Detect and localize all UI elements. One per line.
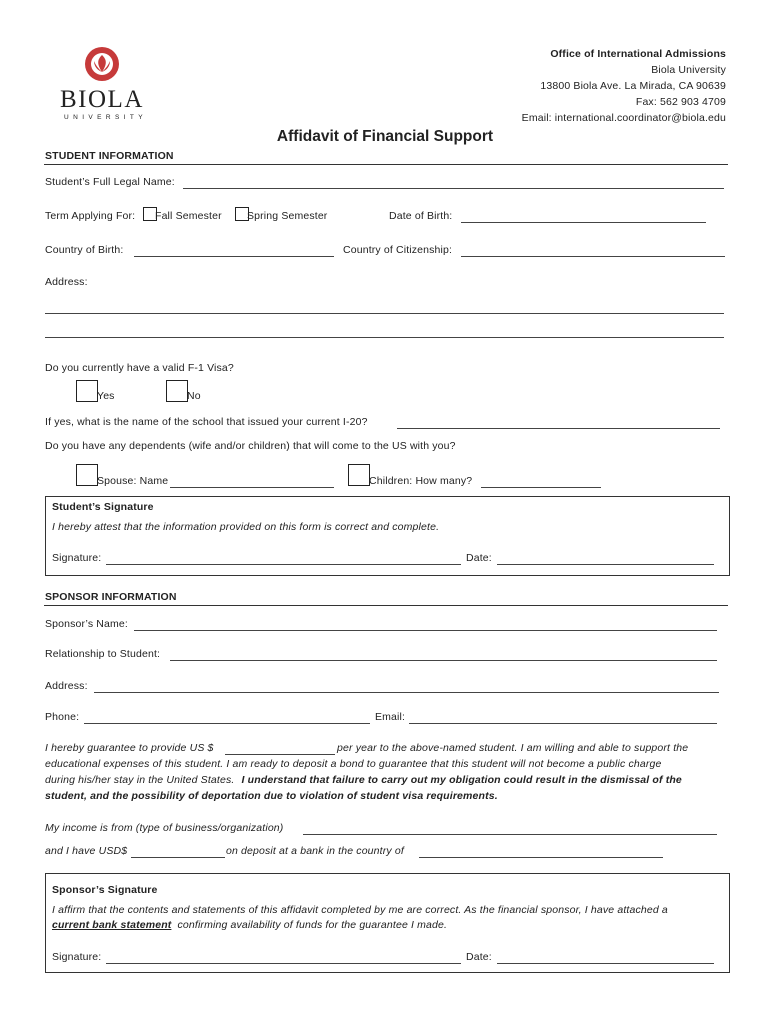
guarantee-line-3 xyxy=(45,774,682,786)
office-line-1: Biola University xyxy=(651,64,726,76)
sponsor-date-label: Date: xyxy=(466,951,492,963)
income-field[interactable] xyxy=(303,834,717,835)
email-label: Email: xyxy=(375,711,406,723)
student-signature-heading: Student’s Signature xyxy=(52,501,154,513)
biola-emblem-icon xyxy=(84,46,120,82)
guarantee-text-part2: per year to the above-named student. I am willing and able to support the xyxy=(337,742,689,754)
guarantee-warning-line-4: student, and the possibility of deportation due to violation of student visa requirements. xyxy=(45,790,498,802)
visa-yes-checkbox[interactable] xyxy=(76,380,98,402)
student-signature-label: Signature: xyxy=(52,552,102,564)
bank-statement-emphasis: current bank statement xyxy=(52,919,172,931)
fall-semester-label: Fall Semester xyxy=(155,210,222,222)
sponsor-section-heading: SPONSOR INFORMATION xyxy=(45,591,177,603)
sponsor-address-label: Address: xyxy=(45,680,88,692)
sponsor-affirm-line-2 xyxy=(52,919,447,931)
children-checkbox[interactable] xyxy=(348,464,370,486)
children-count-field[interactable] xyxy=(481,487,601,488)
country-citizenship-label: Country of Citizenship: xyxy=(343,244,453,256)
sponsor-affirm-line-2-rest: confirming availability of funds for the guarantee I made. xyxy=(177,919,448,931)
school-field[interactable] xyxy=(397,428,720,429)
student-section-rule xyxy=(44,164,728,165)
office-line-3: Fax: 562 903 4709 xyxy=(635,96,726,108)
visa-yes-label: Yes xyxy=(97,390,115,402)
deposit-text-part1: and I have USD$ xyxy=(45,845,128,857)
income-label: My income is from (type of business/organization) xyxy=(45,822,284,834)
guarantee-line-3-text: during his/her stay in the United States. xyxy=(45,774,235,786)
relationship-field[interactable] xyxy=(170,660,717,661)
visa-no-checkbox[interactable] xyxy=(166,380,188,402)
student-address-label: Address: xyxy=(45,276,88,288)
student-address-line-2[interactable] xyxy=(45,337,724,338)
student-address-line-1[interactable] xyxy=(45,313,724,314)
student-section-heading: STUDENT INFORMATION xyxy=(45,150,174,162)
country-birth-field[interactable] xyxy=(134,256,334,257)
sponsor-name-label: Sponsor’s Name: xyxy=(45,618,128,630)
student-full-name-field[interactable] xyxy=(183,188,724,189)
deposit-country-field[interactable] xyxy=(419,857,663,858)
office-line-2: 13800 Biola Ave. La Mirada, CA 90639 xyxy=(540,80,726,92)
dob-label: Date of Birth: xyxy=(389,210,453,222)
children-label: Children: How many? xyxy=(369,475,473,487)
logo-wordmark: BIOLA xyxy=(60,86,144,113)
sponsor-affirm-line-1: I affirm that the contents and statements of this affidavit completed by me are correct. As the financial sponsor, I have attached a xyxy=(52,904,668,916)
sponsor-signature-field[interactable] xyxy=(106,963,461,964)
student-date-label: Date: xyxy=(466,552,492,564)
guarantee-line-2: educational expenses of this student. I am ready to deposit a bond to guarantee that this student will not become a public charge xyxy=(45,758,662,770)
sponsor-name-field[interactable] xyxy=(134,630,717,631)
sponsor-signature-heading: Sponsor’s Signature xyxy=(52,884,158,896)
phone-label: Phone: xyxy=(45,711,80,723)
visa-no-label: No xyxy=(187,390,201,402)
relationship-label: Relationship to Student: xyxy=(45,648,161,660)
visa-question: Do you currently have a valid F-1 Visa? xyxy=(45,362,234,374)
office-title: Office of International Admissions xyxy=(550,48,726,60)
spouse-name-field[interactable] xyxy=(170,487,334,488)
phone-field[interactable] xyxy=(84,723,370,724)
biola-logo xyxy=(58,46,154,122)
dob-field[interactable] xyxy=(461,222,706,223)
student-signature-field[interactable] xyxy=(106,564,461,565)
sponsor-date-field[interactable] xyxy=(497,963,714,964)
country-citizenship-field[interactable] xyxy=(461,256,725,257)
dependents-question: Do you have any dependents (wife and/or children) that will come to the US with you? xyxy=(45,440,456,452)
sponsor-signature-label: Signature: xyxy=(52,951,102,963)
form-title: Affidavit of Financial Support xyxy=(276,128,494,145)
student-full-name-label: Student’s Full Legal Name: xyxy=(45,176,175,188)
school-question: If yes, what is the name of the school that issued your current I-20? xyxy=(45,416,368,428)
spring-semester-label: Spring Semester xyxy=(247,210,328,222)
email-field[interactable] xyxy=(409,723,717,724)
guarantee-warning-bold: I understand that failure to carry out my obligation could result in the dismissal of the xyxy=(241,774,682,786)
student-date-field[interactable] xyxy=(497,564,714,565)
guarantee-amount-field[interactable] xyxy=(225,754,335,755)
office-email: Email: international.coordinator@biola.edu xyxy=(521,112,726,124)
spouse-label: Spouse: Name xyxy=(97,475,169,487)
guarantee-text-part1: I hereby guarantee to provide US $ xyxy=(45,742,214,754)
sponsor-address-field[interactable] xyxy=(94,692,719,693)
term-label: Term Applying For: xyxy=(45,210,136,222)
student-attest-text: I hereby attest that the information provided on this form is correct and complete. xyxy=(52,521,440,533)
logo-subtext: UNIVERSITY xyxy=(64,114,148,121)
deposit-amount-field[interactable] xyxy=(131,857,225,858)
country-birth-label: Country of Birth: xyxy=(45,244,124,256)
deposit-text-part2: on deposit at a bank in the country of xyxy=(226,845,404,857)
sponsor-section-rule xyxy=(44,605,728,606)
spouse-checkbox[interactable] xyxy=(76,464,98,486)
